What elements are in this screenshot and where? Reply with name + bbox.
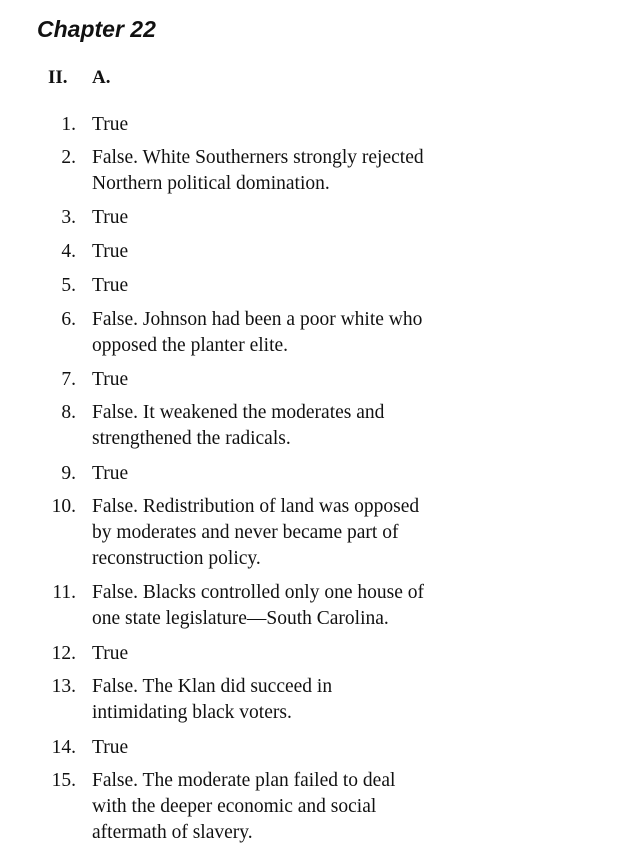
answer-number: 8. (61, 402, 76, 423)
answer-number: 5. (61, 275, 76, 296)
answer-number: 3. (61, 207, 76, 228)
answer-number: 7. (61, 369, 76, 390)
answer-number: 6. (61, 309, 76, 330)
answer-text: True (92, 207, 129, 228)
answer-number: 15. (51, 770, 76, 791)
answer-text: False. It weakened the moderates and strengthened the radicals. (92, 402, 385, 449)
answer-number: 9. (61, 463, 76, 484)
answer-text: True (92, 241, 129, 262)
answer-number: 14. (51, 737, 76, 758)
answer-number: 12. (51, 643, 76, 664)
answer-text: False. The moderate plan failed to deal with the deeper economic and social aftermath of slavery. (92, 770, 396, 843)
section-letter: A. (92, 67, 111, 88)
answer-number: 10. (51, 496, 76, 517)
answer-text: True (92, 369, 129, 390)
answer-text: True (92, 463, 129, 484)
answer-text: False. Johnson had been a poor white who opposed the planter elite. (92, 309, 423, 356)
section-heading (48, 66, 110, 90)
chapter-title: Chapter 22 (37, 16, 156, 42)
answer-text: True (92, 114, 129, 135)
answer-number: 2. (61, 147, 76, 168)
answer-number: 11. (52, 582, 76, 603)
answer-text: True (92, 275, 129, 296)
answer-text: True (92, 643, 129, 664)
section-roman-numeral: II. (48, 67, 68, 88)
answer-number: 13. (51, 676, 76, 697)
answer-number: 4. (61, 241, 76, 262)
answer-number: 1. (61, 114, 76, 135)
answer-text: False. White Southerners strongly rejected Northern political domination. (92, 147, 424, 194)
answer-text: False. Redistribution of land was opposed by moderates and never became part of reconstruction policy. (92, 496, 420, 569)
answer-text: False. Blacks controlled only one house of one state legislature—South Carolina. (92, 582, 424, 629)
answer-text: False. The Klan did succeed in intimidating black voters. (92, 676, 333, 723)
answer-text: True (92, 737, 129, 758)
